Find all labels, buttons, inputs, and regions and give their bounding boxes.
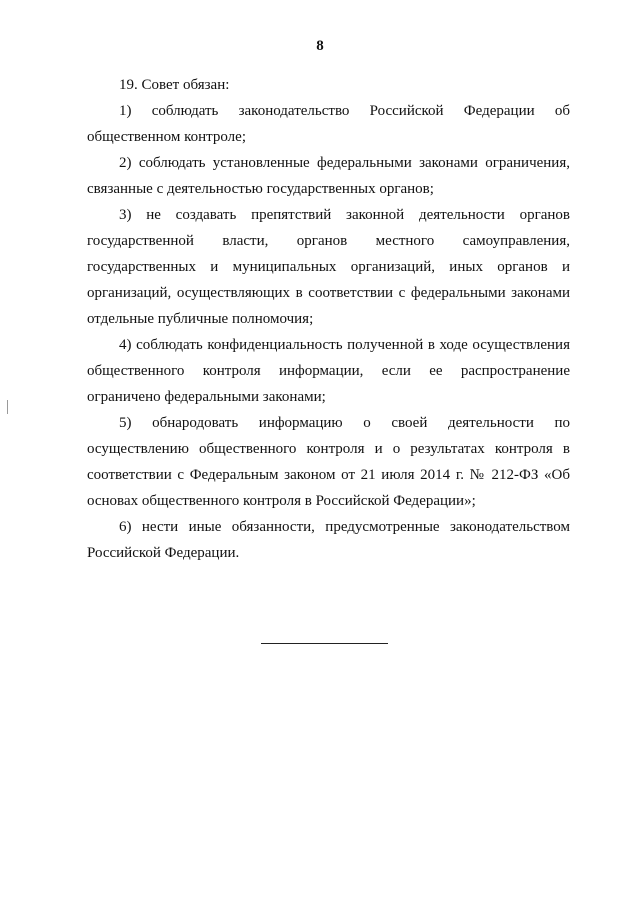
- list-item-2: 2) соблюдать установленные федеральными законами ограничения, связанные с деятельностью государственных органов;: [87, 155, 570, 197]
- section-heading: 19. Совет обязан:: [119, 77, 230, 93]
- document-body: [87, 72, 570, 566]
- list-item-4: 4) соблюдать конфиденциальность полученной в ходе осуществления общественного контроля информации, если ее распространение ограничено федеральными законами;: [87, 337, 570, 405]
- scan-margin-mark: [7, 400, 8, 414]
- list-item-1: 1) соблюдать законодательство Российской Федерации об общественном контроле;: [87, 103, 570, 145]
- list-item-3: 3) не создавать препятствий законной деятельности органов государственной власти, органов местного самоуправления, государственных и муниципальных организаций, иных органов и организаций, осуществляющих в соответствии с федеральными законами отдельные публичные полномочия;: [87, 207, 570, 327]
- end-separator-line: [261, 643, 388, 644]
- page-number: 8: [316, 38, 324, 54]
- list-item-5: 5) обнародовать информацию о своей деятельности по осуществлению общественного контроля и о результатах контроля в соответствии с Федеральным законом от 21 июля 2014 г. № 212-ФЗ «Об основах общественного контроля в Российской Федерации»;: [87, 415, 570, 509]
- list-item-6: 6) нести иные обязанности, предусмотренные законодательством Российской Федерации.: [87, 519, 570, 561]
